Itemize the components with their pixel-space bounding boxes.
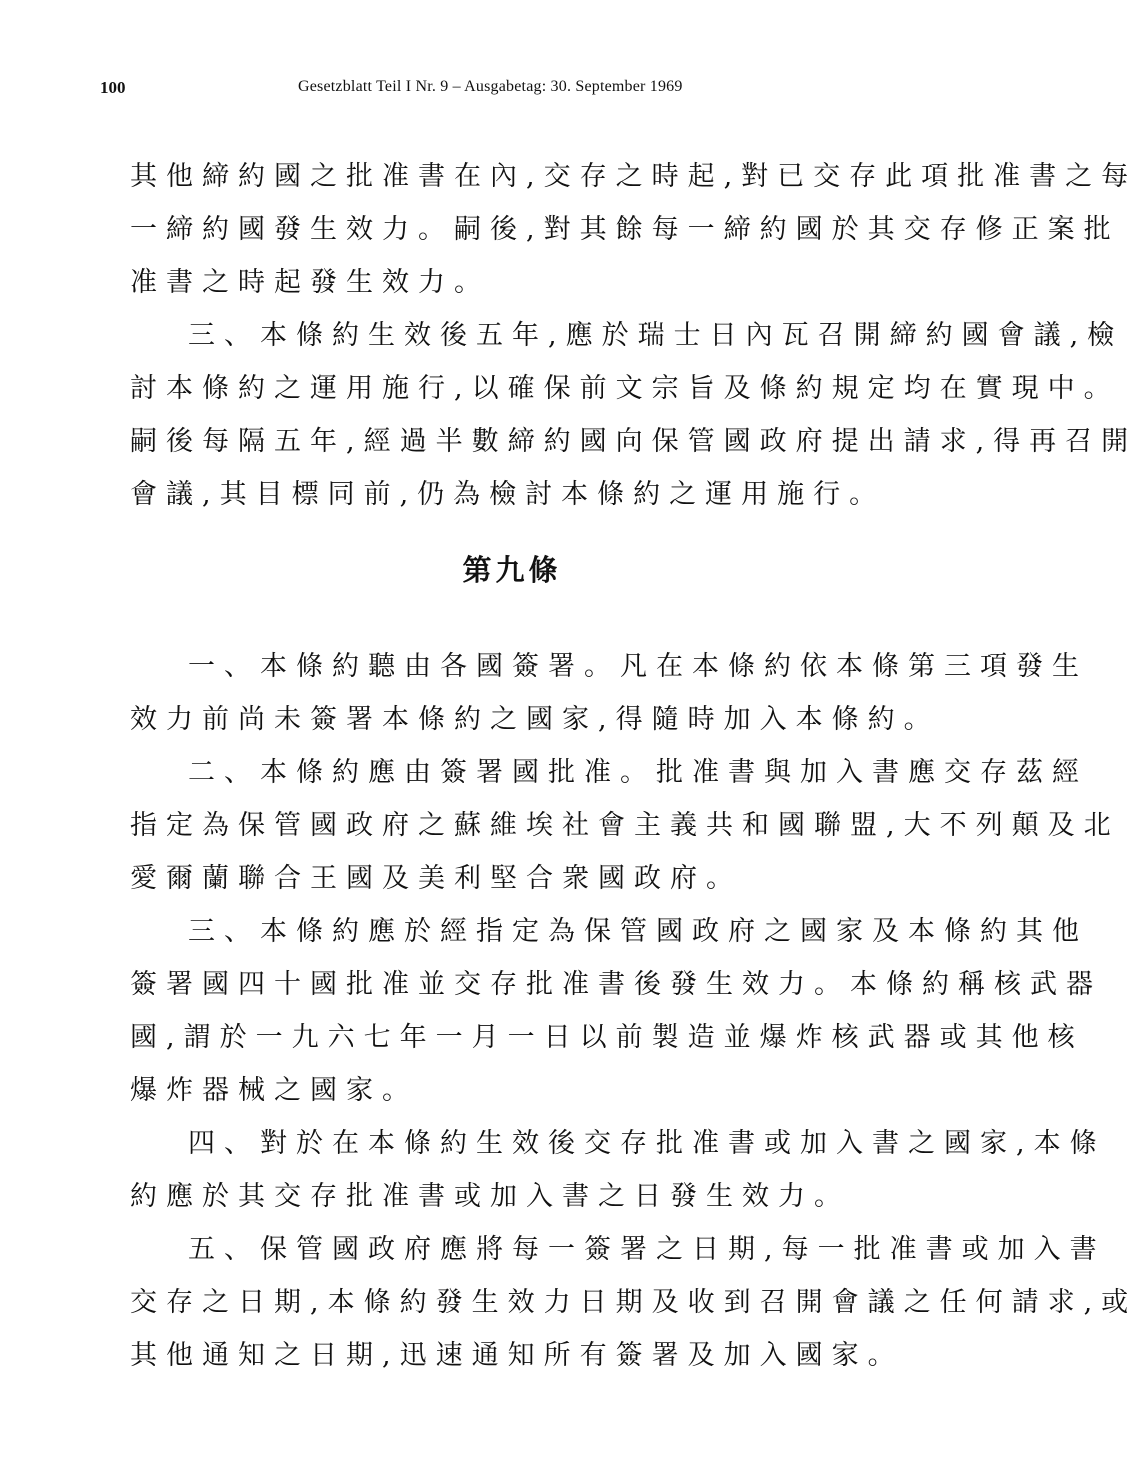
text-line: 指定為保管國政府之蘇維埃社會主義共和國聯盟,大不列顛及北 bbox=[130, 810, 1120, 841]
paragraph-5-start: 五、保管國政府應將每一簽署之日期,每一批准書或加入書 bbox=[188, 1234, 1106, 1265]
text-line: 嗣後每隔五年,經過半數締約國向保管國政府提出請求,得再召開 bbox=[130, 426, 1137, 457]
page-header bbox=[100, 74, 920, 102]
paragraph-2-start: 二、本條約應由簽署國批准。批准書與加入書應交存茲經 bbox=[188, 757, 1088, 788]
paragraph-1-start: 一、本條約聽由各國簽署。凡在本條約依本條第三項發生 bbox=[188, 651, 1088, 682]
text-line: 一締約國發生效力。嗣後,對其餘每一締約國於其交存修正案批 bbox=[130, 214, 1120, 245]
text-line: 愛爾蘭聯合王國及美利堅合衆國政府。 bbox=[130, 863, 742, 894]
text-line: 交存之日期,本條約發生效力日期及收到召開會議之任何請求,或 bbox=[130, 1287, 1137, 1318]
text-line: 效力前尚未簽署本條約之國家,得隨時加入本條約。 bbox=[130, 704, 940, 735]
article-heading: 第九條 bbox=[462, 553, 562, 587]
text-line: 約應於其交存批准書或加入書之日發生效力。 bbox=[130, 1181, 850, 1212]
article-8-continuation bbox=[130, 150, 1137, 521]
text-line: 其他通知之日期,迅速通知所有簽署及加入國家。 bbox=[130, 1340, 904, 1371]
paragraph-3-start: 三、本條約生效後五年,應於瑞士日內瓦召開締約國會議,檢 bbox=[188, 320, 1124, 351]
text-line: 爆炸器械之國家。 bbox=[130, 1075, 418, 1106]
article-9-body bbox=[130, 640, 1137, 1382]
running-head: Gesetzblatt Teil I Nr. 9 – Ausgabetag: 30. September 1969 bbox=[298, 78, 683, 95]
text-line: 准書之時起發生效力。 bbox=[130, 267, 490, 298]
paragraph-4-start: 四、對於在本條約生效後交存批准書或加入書之國家,本條 bbox=[188, 1128, 1106, 1159]
text-line: 討本條約之運用施行,以確保前文宗旨及條約規定均在實現中。 bbox=[130, 373, 1120, 404]
text-line: 會議,其目標同前,仍為檢討本條約之運用施行。 bbox=[130, 479, 886, 510]
page-number: 100 bbox=[100, 78, 126, 97]
text-line: 其他締約國之批准書在內,交存之時起,對已交存此項批准書之每 bbox=[130, 161, 1137, 192]
text-line: 簽署國四十國批准並交存批准書後發生效力。本條約稱核武器 bbox=[130, 969, 1102, 1000]
paragraph-3-start: 三、本條約應於經指定為保管國政府之國家及本條約其他 bbox=[188, 916, 1088, 947]
text-line: 國,謂於一九六七年一月一日以前製造並爆炸核武器或其他核 bbox=[130, 1022, 1084, 1053]
